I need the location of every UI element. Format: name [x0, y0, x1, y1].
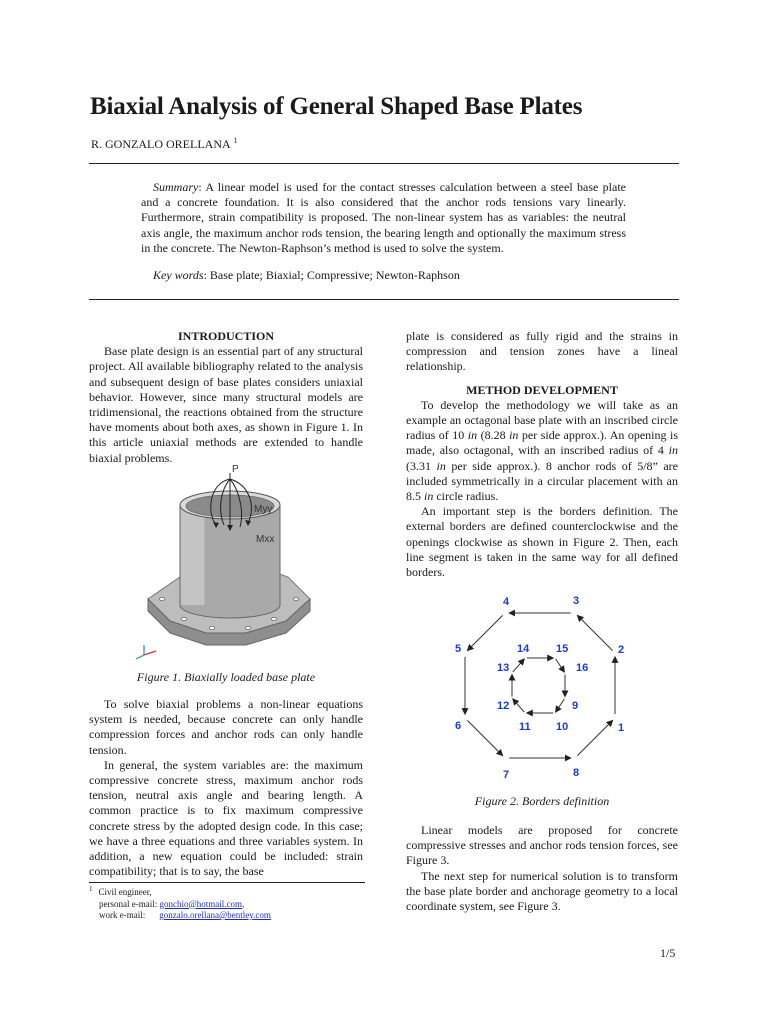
introduction-section — [89, 329, 363, 466]
keywords-text: : Base plate; Biaxial; Compressive; Newton-Raphson — [203, 268, 460, 282]
keywords-label: Key words — [153, 268, 204, 282]
figure-2-caption: Figure 2. Borders definition — [474, 794, 610, 808]
abstract-rule — [89, 299, 679, 300]
outer-border-segment — [467, 720, 502, 755]
right-column-bottom — [406, 823, 678, 914]
figure-1-base-plate — [136, 465, 326, 665]
introduction-paragraph: Base plate design is an essential part of any structural project. All available bibliography related to the analysis and subsequent design of base plates considers uniaxial behavior. However, since many structural models are tridimensional, the reactions obtained from the structure have moments about both axes, as shown in Figure 1. In this article uniaxial methods are extended to handle biaxial problems. — [89, 344, 363, 465]
top-rule — [89, 163, 679, 164]
outer-border-segment — [577, 615, 612, 650]
rigid-plate-paragraph: plate is considered as fully rigid and the strains in compression and tension zones have a lineal relationship. — [406, 329, 678, 374]
outer-border-segment — [577, 720, 612, 755]
outer-node-label: 4 — [503, 596, 510, 608]
methodology-paragraph: To develop the methodology we will take as an example an octagonal base plate with an inscribed circle radius of 10 in (8.28 in per side approx.). An opening is made, also octagonal, with an inscribed radius of 4 in (3.31 in per side approx.). 8 anchor rods of 5/8” are included symmetrically in a circular placement with an 8.5 in circle radius. — [406, 397, 679, 504]
right-column-top — [406, 329, 678, 580]
footnote-mark: 1 — [89, 885, 93, 893]
numerical-solution-paragraph: The next step for numerical solution is to transform the base plate border and anchorage geometry to a local coordinate system, see Figure 3. — [406, 868, 678, 914]
figure-1-caption: Figure 1. Biaxially loaded base plate — [136, 670, 316, 684]
outer-node-label: 3 — [573, 595, 580, 607]
inner-node-label: 12 — [497, 700, 510, 712]
inner-border-segment — [556, 659, 565, 672]
moment-myy-label: Myy — [254, 504, 273, 515]
inner-border-segment — [513, 659, 524, 672]
personal-email-link[interactable]: gonchio@hotmail.com — [159, 898, 243, 909]
work-email-link[interactable]: gonzalo.orellana@bentley.com — [159, 910, 271, 920]
outer-node-label: 2 — [618, 644, 625, 656]
outer-node-label: 6 — [455, 720, 462, 732]
footnote-work-email-line: work e-mail: gonzalo.orellana@bentley.com — [99, 910, 271, 920]
summary-paragraph — [141, 180, 626, 256]
moment-mxx-label: Mxx — [256, 534, 275, 545]
nonlinear-paragraph: To solve biaxial problems a non-linear equations system is needed, because concrete can only handle compression forces and anchor rods can only handle tension. — [89, 697, 363, 757]
outer-node-label: 5 — [455, 643, 462, 655]
inner-node-label: 15 — [556, 643, 569, 655]
variables-paragraph: In general, the system variables are: the maximum compressive concrete stress, maximum anchor rods tension, neutral axis angle and bearing length. A common practice is to fix maximum compressive concrete stress by the adopted design code. In this case; we have a three equations and three variables system. In addition, a new equation could be included: strain compatibility; that is to say, the base — [89, 757, 363, 879]
inner-node-label: 16 — [576, 662, 589, 674]
outer-border-segment — [467, 615, 502, 650]
footnote — [89, 884, 365, 922]
linear-models-paragraph: Linear models are proposed for concrete compressive stresses and anchor rods tension forces, see Figure 3. — [406, 823, 678, 868]
inner-node-label: 11 — [519, 721, 531, 733]
keywords-line — [153, 268, 460, 283]
summary-label: Summary — [153, 180, 199, 194]
figure-2-borders-diagram — [440, 588, 640, 788]
footnote-personal-email-line: personal e-mail: gonchio@hotmail.com, — [99, 898, 245, 909]
inner-border-edges — [512, 658, 565, 713]
outer-node-label: 8 — [573, 767, 580, 779]
inner-node-labels — [497, 643, 588, 733]
summary-text: : A linear model is used for the contact stresses calculation between a steel base plate and a concrete foundation. It is also considered that the anchor rods tensions vary linearly. Furthermore, strain compatibility is proposed. The non-linear system has as variables: the neutral axis angle, the maximum anchor rods tension, the bearing length and optionally the maximum stress in the concrete. The Newton-Raphson’s method is used to solve the system. — [141, 180, 626, 255]
borders-paragraph: An important step is the borders definition. The external borders are defined counterclockwise and the openings clockwise as shown in Figure 2. Then, each line segment is taken in the same way for all defined borders. — [406, 504, 678, 580]
outer-node-label: 7 — [503, 769, 510, 781]
footnote-rule — [89, 882, 365, 883]
inner-border-segment — [513, 699, 524, 712]
outer-border-edges — [465, 613, 615, 758]
axis-triad-icon — [136, 645, 156, 659]
inner-node-label: 10 — [556, 721, 569, 733]
outer-node-labels — [455, 595, 624, 781]
load-p-label: P — [232, 465, 239, 475]
author-footnote-mark: 1 — [233, 136, 238, 145]
inner-node-label: 13 — [497, 662, 510, 674]
paper-title: Biaxial Analysis of General Shaped Base Plates — [90, 93, 583, 120]
inner-node-label: 9 — [572, 700, 579, 712]
page-number: 1/5 — [660, 946, 676, 960]
method-development-heading: METHOD DEVELOPMENT — [466, 382, 618, 397]
inner-border-segment — [556, 699, 565, 712]
outer-node-label: 1 — [618, 722, 625, 734]
introduction-heading: INTRODUCTION — [177, 329, 274, 343]
author-line — [91, 136, 238, 152]
footnote-line-1: $^1$ Civil engineer, — [89, 885, 152, 897]
inner-node-label: 14 — [517, 643, 530, 655]
left-column-continued — [89, 697, 363, 879]
author-name: R. GONZALO ORELLANA — [91, 137, 231, 151]
